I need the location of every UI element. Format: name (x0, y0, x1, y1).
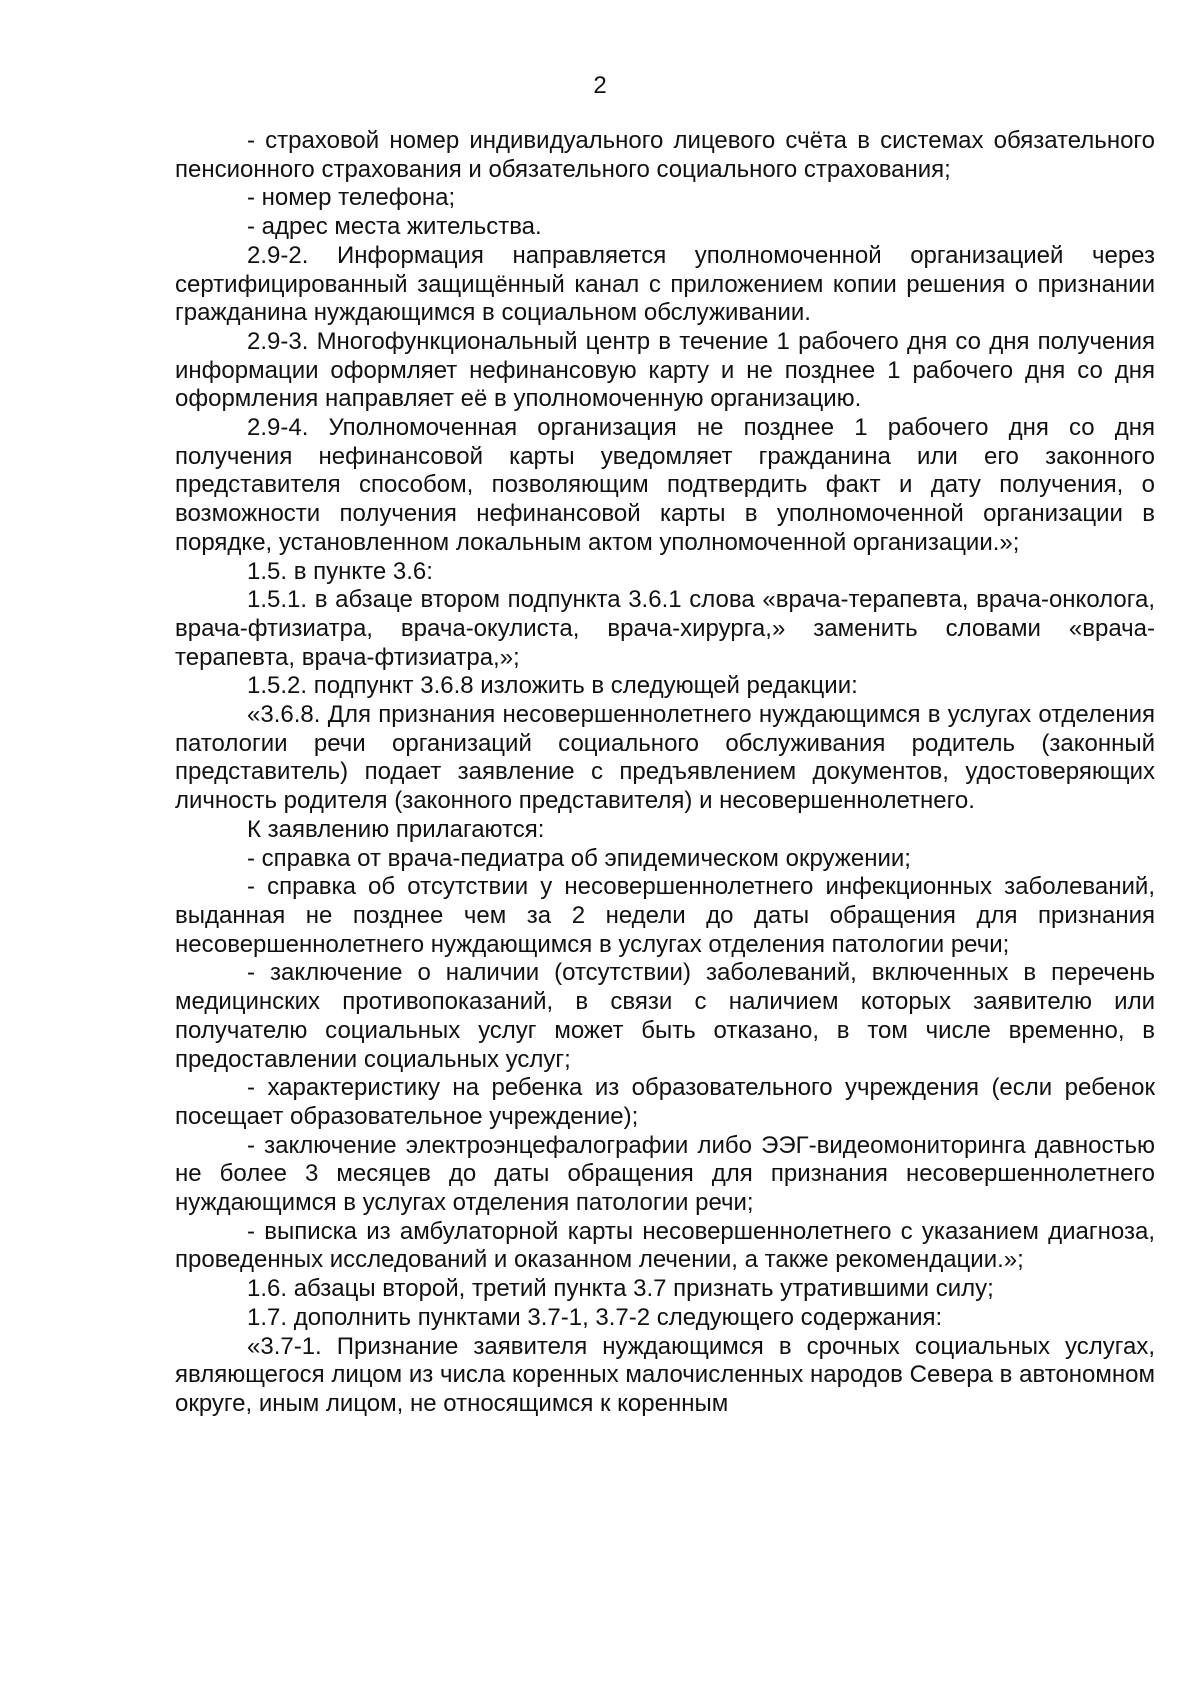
paragraph-contraindications-conclusion: - заключение о наличии (отсутствии) заболеваний, включенных в перечень медицинских противопоказаний, в связи с наличием которых заявителю или получателю социальных услуг может быть отказано, в том числе временно, в предоставлении социальных услуг; (175, 959, 1155, 1073)
paragraph-1-5-2: 1.5.2. подпункт 3.6.8 изложить в следующей редакции: (247, 672, 858, 700)
paragraph-1-7: 1.7. дополнить пунктами 3.7-1, 3.7-2 следующего содержания: (247, 1303, 943, 1331)
paragraph-1-5: 1.5. в пункте 3.6: (247, 557, 433, 585)
paragraph-attachments-intro: К заявлению прилагаются: (247, 815, 545, 843)
paragraph-pediatrician-certificate: - справка от врача-педиатра об эпидемическом окружении; (247, 844, 911, 872)
paragraph-eeg-conclusion: - заключение электроэнцефалографии либо ЭЭГ-видеомониторинга давностью не более 3 месяцев до даты обращения для признания несовершеннолетнего нуждающимся в услугах отделения патологии речи; (175, 1131, 1155, 1217)
paragraph-2-9-2: 2.9-2. Информация направляется уполномоченной организацией через сертифицированный защищённый канал с приложением копии решения о признании гражданина нуждающимся в социальном обслуживании. (175, 241, 1155, 327)
paragraph-1-6: 1.6. абзацы второй, третий пункта 3.7 признать утратившими силу; (247, 1275, 994, 1303)
paragraph-2-9-3: 2.9-3. Многофункциональный центр в течение 1 рабочего дня со дня получения информации оформляет нефинансовую карту и не позднее 1 рабочего дня со дня оформления направляет её в уполномоченную организацию. (175, 327, 1155, 413)
paragraph-1-5-1: 1.5.1. в абзаце втором подпункта 3.6.1 слова «врача-терапевта, врача-онколога, врача-фтизиатра, врача-окулиста, врача-хирурга,» заменить словами «врача-терапевта, врача-фтизиатра,»; (175, 586, 1155, 671)
paragraph-2-9-4: 2.9-4. Уполномоченная организация не позднее 1 рабочего дня со дня получения нефинансовой карты уведомляет гражданина или его законного представителя способом, позволяющим подтвердить факт и дату получения, о возможности получения нефинансовой карты в уполномоченной организации в порядке, установленном локальным актом уполномоченной организации.»; (175, 414, 1155, 556)
paragraph-3-7-1: «3.7-1. Признание заявителя нуждающимся в срочных социальных услугах, являющегося лицом из числа коренных малочисленных народов Севера в автономном округе, иным лицом, не относящимся к коренным (175, 1332, 1155, 1417)
page-number: 2 (593, 72, 607, 99)
paragraph-outpatient-extract: - выписка из амбулаторной карты несовершеннолетнего с указанием диагноза, проведенных исследований и оказанном лечении, а также рекомендации.»; (175, 1217, 1155, 1274)
paragraph-infection-certificate: - справка об отсутствии у несовершеннолетнего инфекционных заболеваний, выданная не позднее чем за 2 недели до даты обращения для признания несовершеннолетнего нуждающимся в услугах отделения патологии речи; (175, 873, 1155, 958)
document-body (175, 127, 1155, 1419)
paragraph-3-6-8: «3.6.8. Для признания несовершеннолетнего нуждающимся в услугах отделения патологии речи организаций социального обслуживания родитель (законный представитель) подает заявление с предъявлением документов, удостоверяющих личность родителя (законного представителя) и несовершеннолетнего. (175, 701, 1155, 815)
paragraph-school-reference: - характеристику на ребенка из образовательного учреждения (если ребенок посещает образовательное учреждение); (175, 1074, 1155, 1130)
paragraph-phone-number: - номер телефона; (247, 184, 456, 212)
paragraph-address: - адрес места жительства. (247, 213, 542, 241)
paragraph-insurance-number: - страховой номер индивидуального лицевого счёта в системах обязательного пенсионного страхования и обязательного социального страхования; (175, 127, 1155, 183)
